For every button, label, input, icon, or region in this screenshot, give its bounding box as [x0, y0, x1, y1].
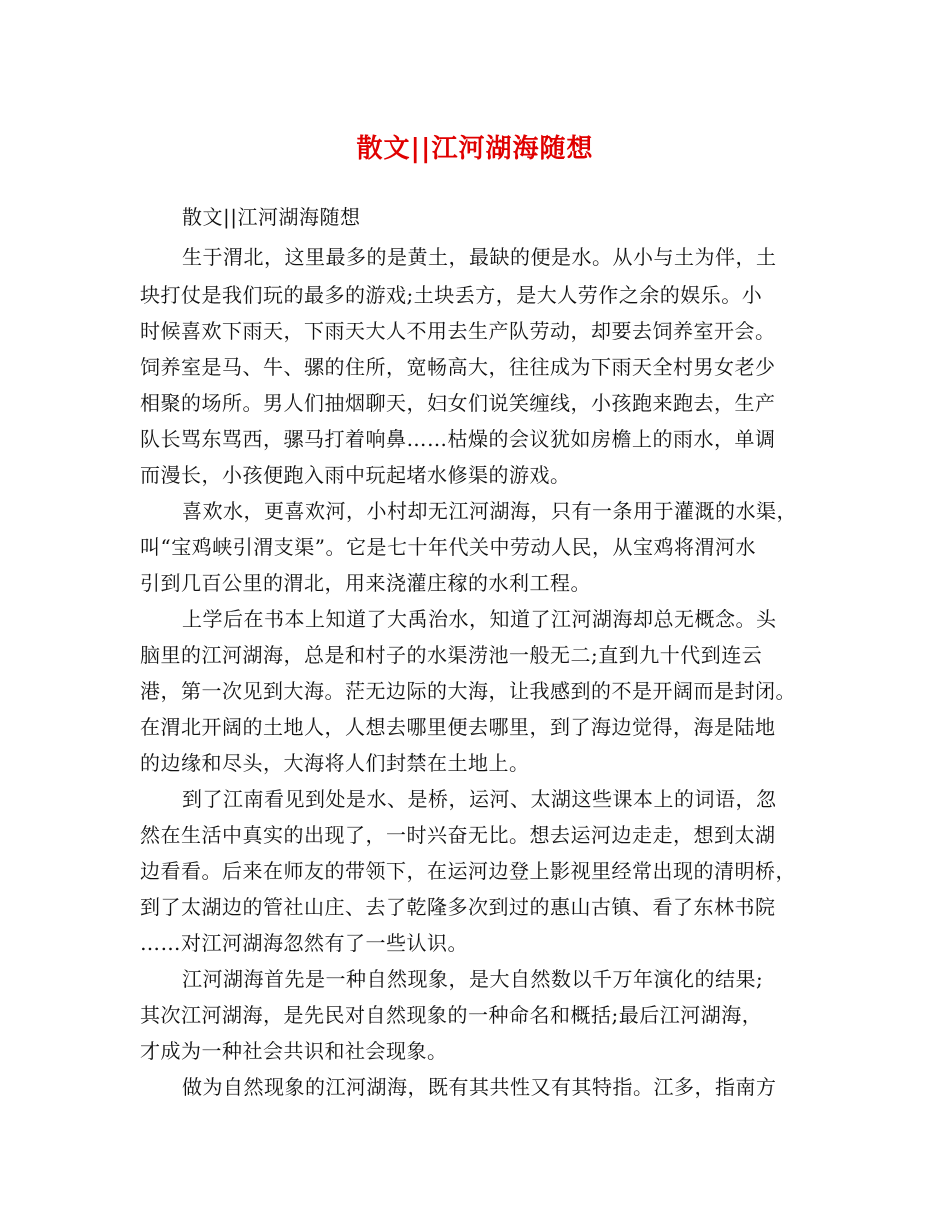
- paragraph-line: 块打仗是我们玩的最多的游戏;土块丢方，是大人劳作之余的娱乐。小: [140, 283, 763, 307]
- paragraph-line: 生于渭北，这里最多的是黄土，最缺的便是水。从小与土为伴，土: [182, 245, 777, 269]
- paragraph-line: 相聚的场所。男人们抽烟聊天，妇女们说笑缠线，小孩跑来跑去，生产: [140, 391, 776, 415]
- paragraph-line: 饲养室是马、牛、骡的住所，宽畅高大，往往成为下雨天全村男女老少: [140, 355, 776, 379]
- paragraph-line: 喜欢水，更喜欢河，小村却无江河湖海，只有一条用于灌溉的水渠，: [182, 499, 797, 523]
- paragraph-line: 到了太湖边的管社山庄、去了乾隆多次到过的惠山古镇、看了东林书院: [140, 895, 776, 919]
- paragraph-line: 的边缘和尽头，大海将人们封禁在土地上。: [140, 751, 530, 775]
- paragraph-line: 边看看。后来在师友的带领下，在运河边登上影视里经常出现的清明桥，: [140, 859, 796, 883]
- paragraph-line: 然在生活中真实的出现了，一时兴奋无比。想去运河边走走，想到太湖: [140, 823, 776, 847]
- document-title: 散文||江河湖海随想: [356, 134, 594, 164]
- paragraph-line: 做为自然现象的江河湖海，既有其共性又有其特指。江多，指南方: [182, 1075, 777, 1099]
- paragraph-line: 其次江河湖海，是先民对自然现象的一种命名和概括;最后江河湖海，: [140, 1003, 763, 1027]
- paragraph-line: 队长骂东骂西，骡马打着响鼻……枯燥的会议犹如房檐上的雨水，单调: [140, 427, 776, 451]
- paragraph-line: 而漫长，小孩便跑入雨中玩起堵水修渠的游戏。: [140, 463, 571, 487]
- paragraph-line: 在渭北开阔的土地人，人想去哪里便去哪里，到了海边觉得，海是陆地: [140, 715, 776, 739]
- paragraph-line: 时候喜欢下雨天，下雨天大人不用去生产队劳动，却要去饲养室开会。: [140, 319, 776, 343]
- paragraph-line: 到了江南看见到处是水、是桥，运河、太湖这些课本上的词语，忽: [182, 787, 777, 811]
- paragraph-line: 才成为一种社会共识和社会现象。: [140, 1039, 448, 1063]
- subtitle-line: 散文||江河湖海随想: [182, 205, 361, 229]
- paragraph-line: 上学后在书本上知道了大禹治水，知道了江河湖海却总无概念。头: [182, 607, 777, 631]
- paragraph-line: 港，第一次见到大海。茫无边际的大海，让我感到的不是开阔而是封闭。: [140, 679, 796, 703]
- paragraph-line: 引到几百公里的渭北，用来浇灌庄稼的水利工程。: [140, 571, 591, 595]
- paragraph-line: ……对江河湖海忽然有了一些认识。: [140, 931, 468, 955]
- paragraph-line: 叫“宝鸡峡引渭支渠”。它是七十年代关中劳动人民，从宝鸡将渭河水: [140, 535, 756, 559]
- paragraph-line: 江河湖海首先是一种自然现象，是大自然数以千万年演化的结果;: [182, 967, 764, 991]
- paragraph-line: 脑里的江河湖海，总是和村子的水渠涝池一般无二;直到九十代到连云: [140, 643, 763, 667]
